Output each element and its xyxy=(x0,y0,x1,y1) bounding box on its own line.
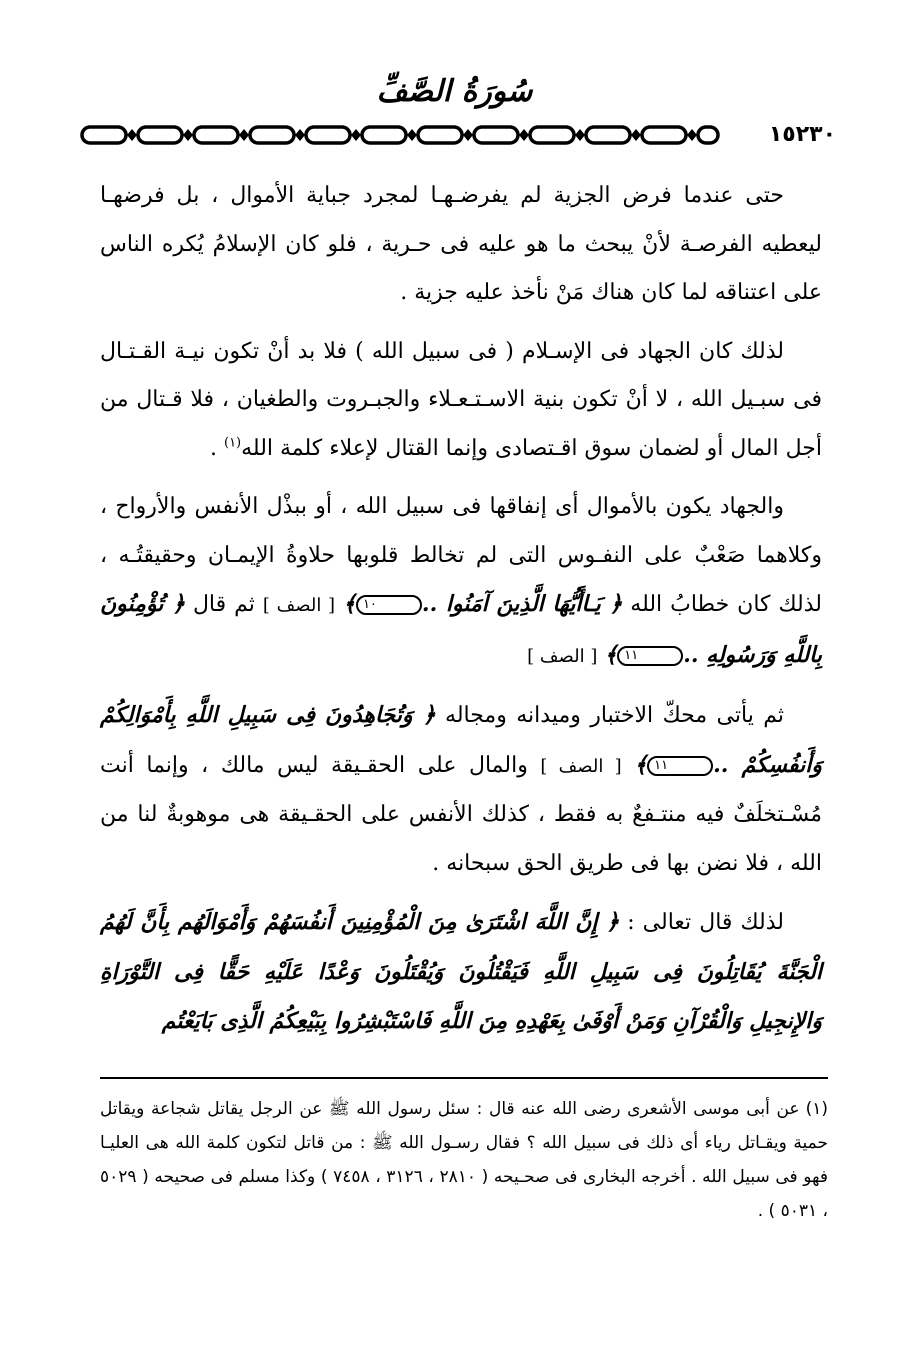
ayah-number-3: ١١ xyxy=(647,756,713,776)
footnote-marker: (١) xyxy=(805,1099,828,1119)
paragraph-2-text: لذلك كان الجهاد فى الإسـلام ( فى سبيل الله ) فلا بد أنْ تكون نيـة القـتـال فى سبـيل الله ، لا أنْ تكون بنية الاسـتـعـلاء والجبـروت والطغيان ، فلا قـتال من أجل المال أو لضمان سوق اقـتصادى وإنما القتال لإعلاء كلمة الله xyxy=(100,338,822,461)
quran-verse-1: ﴿ يَـاأَيُّهَا الَّذِينَ آمَنُوا .. xyxy=(421,591,623,617)
paragraph-2 xyxy=(100,328,822,474)
footnote-paragraph xyxy=(100,1092,828,1228)
surah-title: سُورَةُ الصَّفِّ xyxy=(376,74,533,109)
quran-verse-2-close: ﴾ xyxy=(604,641,618,668)
footnote-reference: (١) xyxy=(223,435,242,451)
paragraph-1: حتى عندما فرض الجزية لم يفرضـهـا لمجرد جباية الأموال ، بل فرضهـا ليعطيه الفرصـة لأنْ يبحث ما هو عليه فى حـرية ، فلو كان الإسلامُ يُكره الناس على اعتناقه لما كان هناك مَنْ نأخذ عليه جزية . xyxy=(100,183,822,305)
paragraph-3 xyxy=(100,483,822,681)
ayah-number-1: ١٠ xyxy=(356,595,422,615)
footnote-text: عن أبى موسى الأشعرى رضى الله عنه قال : سئل رسول الله ﷺ عن الرجل يقاتل شجاعة ويقاتل حمية ويقـاتل رياء أى ذلك فى سبيل الله ؟ فقال رسـول الله ﷺ : من قاتل لتكون كلمة الله هى العليـا فهو فى سبيل الله . أخرجه البخارى فى صحـيحه ( ٢٨١٠ ، ٣١٢٦ ، ٧٤٥٨ ) وكذا مسلم فى صحيحه ( ٥٠٢٩ ، ٥٠٣١ ) . xyxy=(100,1099,828,1221)
paragraph-3-text-2: ثم قال xyxy=(184,592,263,617)
footnote-divider xyxy=(100,1077,828,1079)
paragraph-2-end: . xyxy=(209,435,224,461)
quran-verse-4: ﴿ إِنَّ اللَّهَ اشْتَرَىٰ مِنَ الْمُؤْمِنِينَ أَنفُسَهُمْ وَأَمْوَالَهُم بِأَنَّ لَهُمُ الْجَنَّةَ يُقَاتِلُونَ فِى سَبِيلِ اللَّهِ فَيَقْتُلُونَ وَيُقْتَلُونَ وَعْدًا عَلَيْهِ حَقًّا فِى التَّوْرَاةِ وَالإِنجِيلِ وَالْقُرْآنِ وَمَنْ أَوْفَىٰ بِعَهْدِهِ مِنَ اللَّهِ فَاسْتَبْشِرُوا بِبَيْعِكُمُ الَّذِى بَايَعْتُم xyxy=(100,909,822,1034)
quran-verse-3: ﴿ وَتُجَاهِدُونَ فِى سَبِيلِ اللَّهِ بِأَمْوَالِكُمْ وَأَنفُسِكُمْ .. xyxy=(100,702,822,778)
page-number: ١٥٢٣٠ xyxy=(769,120,840,150)
quran-verse-3-close: ﴾ xyxy=(634,751,648,778)
paragraph-5-text: لذلك قال تعالى : xyxy=(619,910,784,935)
paragraph-4 xyxy=(100,691,822,888)
surah-reference-2: [ الصف ] xyxy=(527,645,598,667)
surah-reference-1: [ الصف ] xyxy=(262,595,336,616)
main-text xyxy=(100,172,822,1047)
header-bar xyxy=(80,120,840,150)
paragraph-3-text-1: والجهاد يكون بالأموال أى إنفاقها فى سبيل الله ، أو ببذْل الأنفس والأرواح ، وكلاهما صَعْبٌ على النفـوس التى لم تخالط قلوبها حلاوةُ الإيمـان وحقيقتُـه ، لذلك كان خطابُ الله xyxy=(100,494,822,617)
ayah-number-2: ١١ xyxy=(617,646,683,666)
surah-reference-3: [ الصف ] xyxy=(540,755,622,777)
ornamental-chain xyxy=(80,120,720,150)
paragraph-4-text-2: والمال على الحقـيقة ليس مالك ، وإنما أنت مُسْـتخلَفٌ فيه منتـفعٌ به فقط ، كذلك الأنفس على الحقـيقة هى موهوبةٌ لنا من الله ، فلا نضن بها فى طريق الحق سبحانه . xyxy=(100,752,822,876)
quran-verse-2: ﴿ تُؤْمِنُونَ بِاللَّهِ وَرَسُولِهِ .. xyxy=(100,591,822,668)
paragraph-5 xyxy=(100,898,822,1047)
footnote xyxy=(100,1092,828,1228)
paragraph-4-text-1: ثم يأتى محكّ الاختبار وميدانه ومجاله xyxy=(435,703,785,728)
quran-verse-1-close: ﴾ xyxy=(343,591,356,617)
